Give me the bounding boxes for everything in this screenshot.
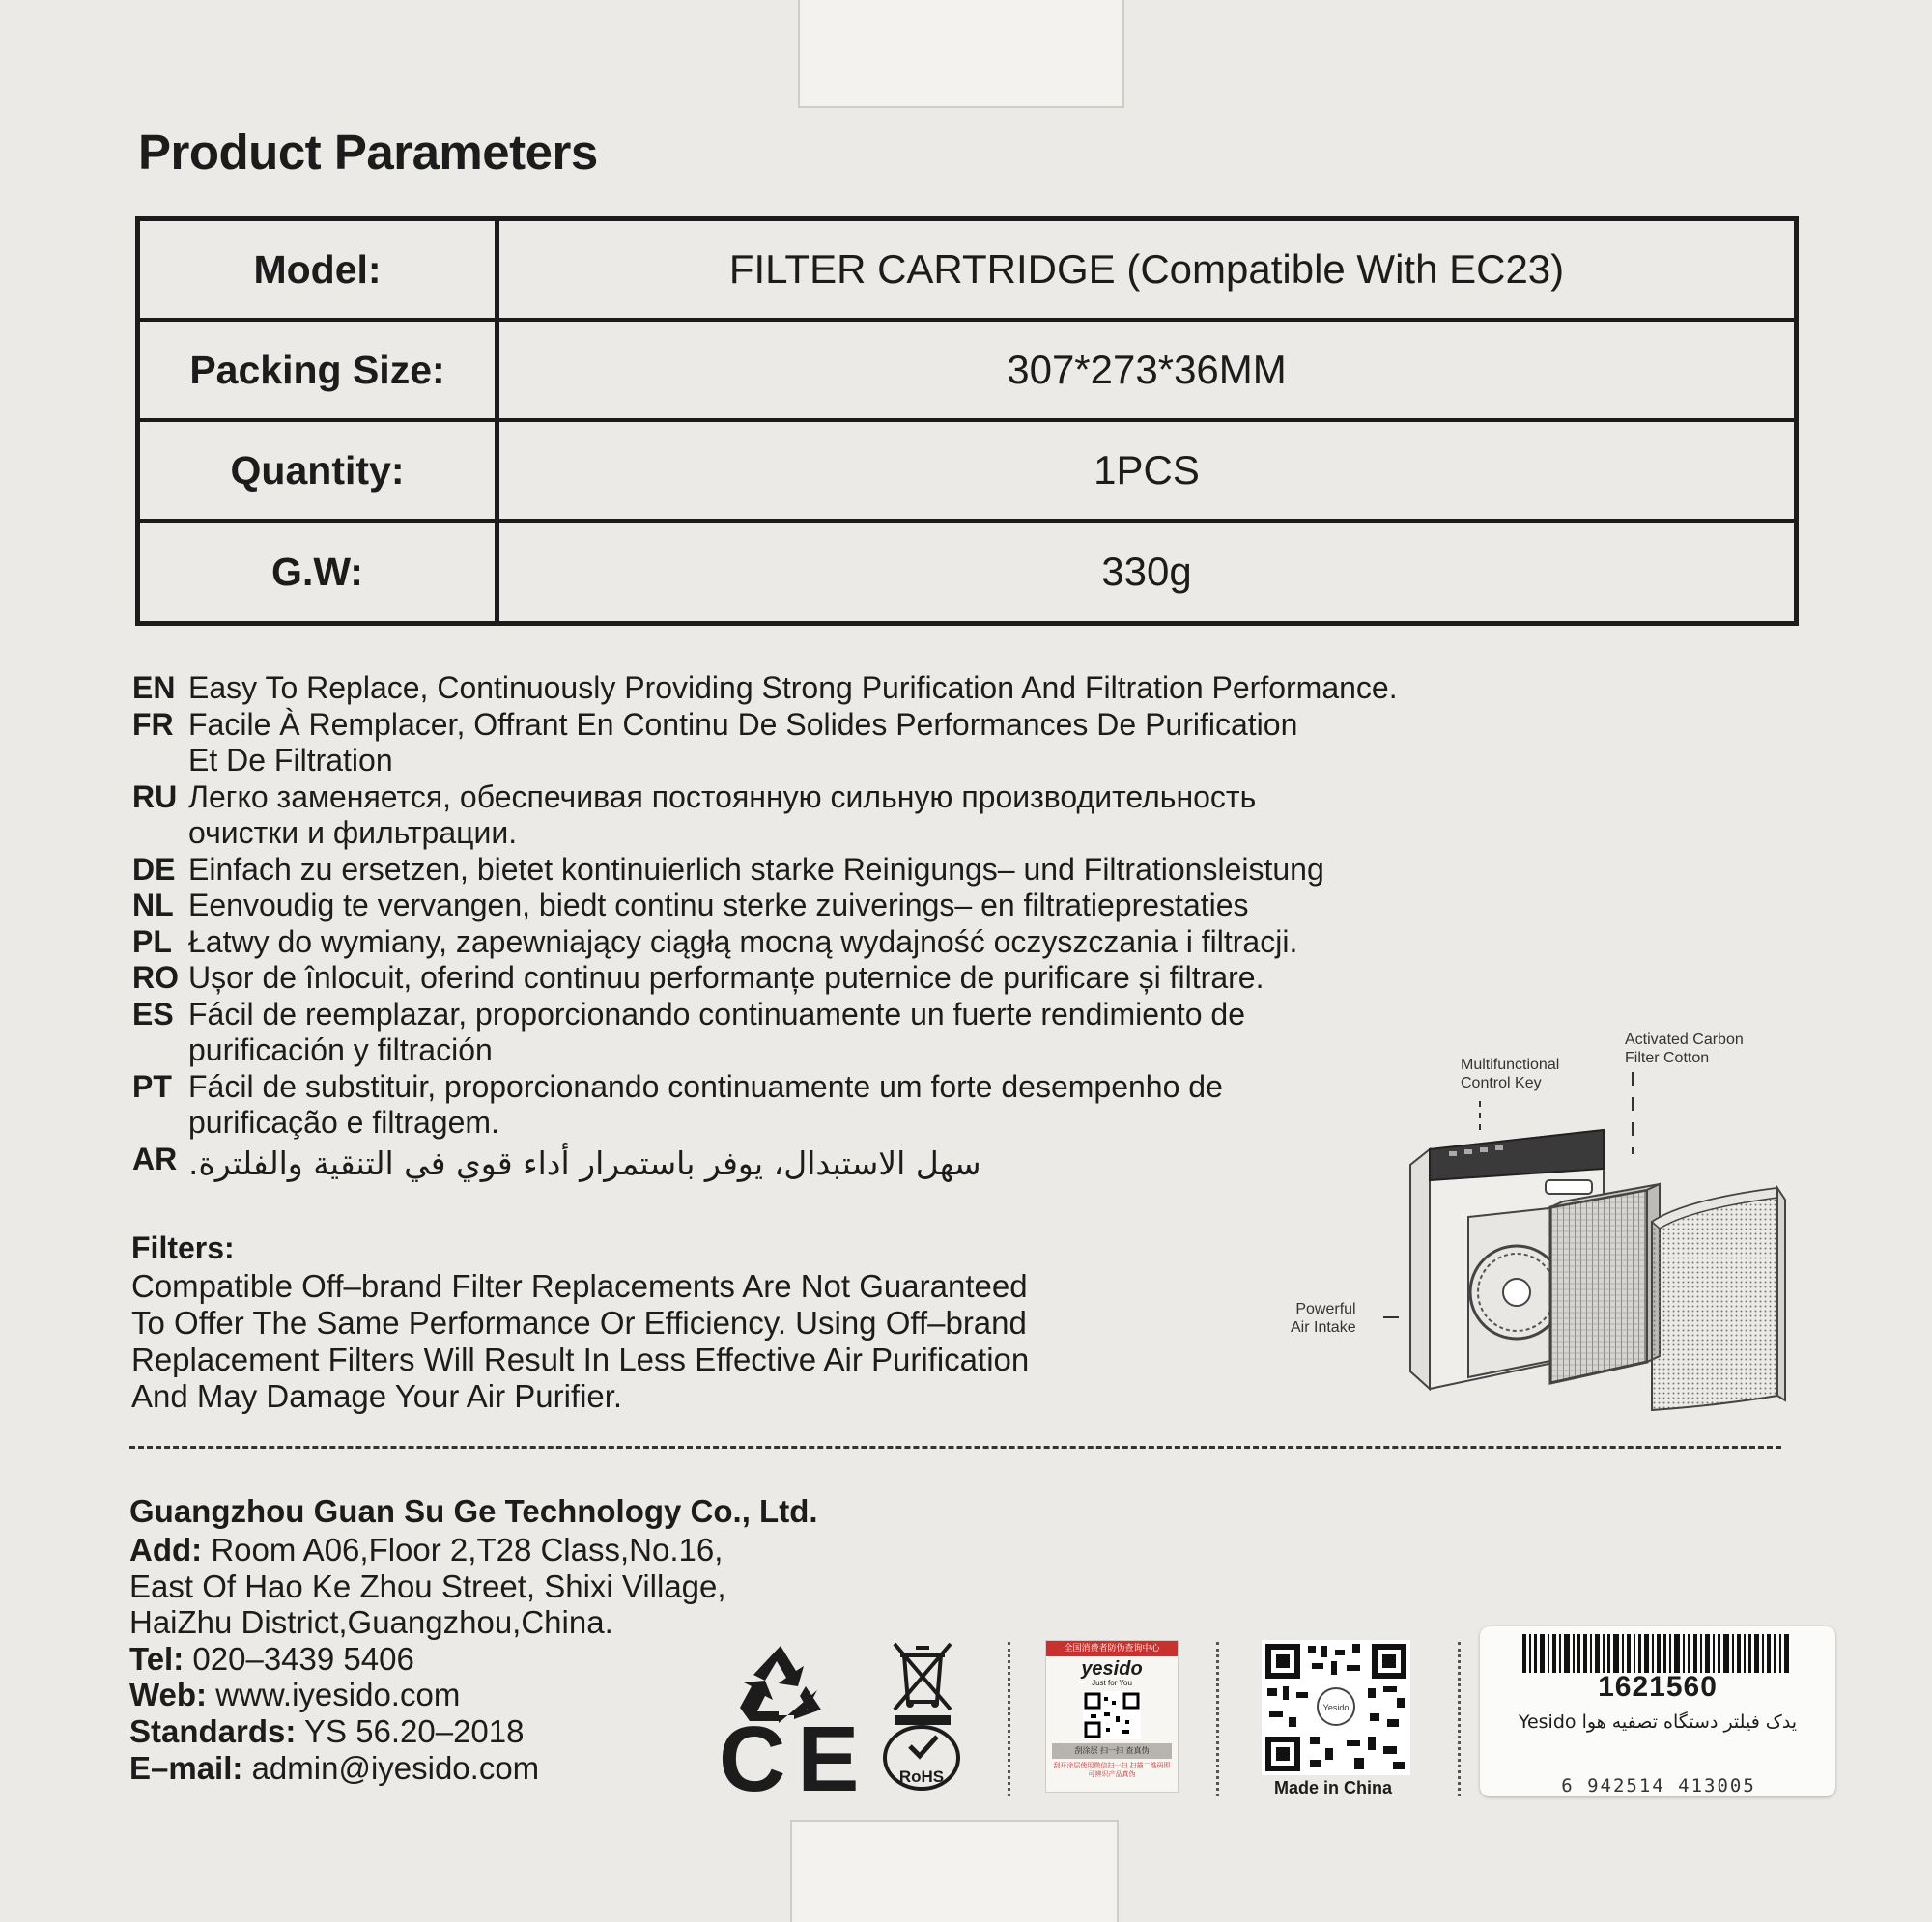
description-ru-cont [132,815,1620,852]
description-text: Einfach zu ersetzen, bietet kontinuierlich starke Reinigungs– und Filtrationsleistung [188,851,1324,887]
email-line [129,1750,726,1787]
gross-weight-label: G.W: [140,523,499,621]
company-contact [129,1532,726,1786]
model-value: FILTER CARTRIDGE (Compatible With EC23) [728,246,1565,292]
address-line: East Of Hao Ke Zhou Street, Shixi Village, [129,1568,726,1604]
box-flap-top [798,0,1124,108]
tel-label: Tel: [129,1640,185,1677]
qr-code-icon [1262,1640,1410,1775]
barcode-sticker [1480,1626,1835,1796]
language-code: PL [132,923,172,959]
page-title: Product Parameters [138,125,598,180]
ean-number: 6 942514 413005 [1561,1775,1756,1796]
quantity-label: Quantity: [140,422,499,519]
address-label: Add: [129,1532,203,1568]
description-en [132,670,1620,707]
ce-mark-icon: CE [719,1708,871,1811]
language-code: NL [132,888,174,922]
description-text: purificación y filtración [188,1032,493,1067]
description-text: Facile À Remplacer, Offrant En Continu De Solides Performances De Purification [188,706,1298,742]
description-ru [132,779,1620,816]
language-code: RO [132,960,179,995]
filters-notice [131,1268,1213,1415]
web-line [129,1677,726,1713]
web-label: Web: [129,1677,208,1713]
carbon-filter-label: Activated Carbon Filter Cotton [1625,1032,1744,1066]
description-fr [132,707,1620,744]
qr-code-icon [1083,1691,1141,1739]
dashed-divider [129,1446,1781,1449]
air-intake-label: Powerful Air Intake [1291,1301,1356,1336]
email-label: E–mail: [129,1749,243,1786]
table-row [140,221,1794,322]
description-text: Fácil de substituir, proporcionando continuamente um forte desempenho de [188,1068,1223,1104]
description-text: سهل الاستبدال، يوفر باستمرار أداء قوي في التنقية والفلترة. [188,1144,981,1182]
description-es-cont [132,1032,1620,1069]
standards-value: YS 56.20–2018 [303,1712,525,1749]
filters-notice-line: And May Damage Your Air Purifier. [131,1378,623,1414]
barcode-icon [1522,1634,1793,1673]
language-code: DE [132,851,176,887]
qr-logo: Yesido [1322,1703,1350,1712]
language-code: AR [132,1141,178,1176]
filters-notice-line: To Offer The Same Performance Or Efficiency. Using Off–brand [131,1305,1027,1341]
control-key-label: Multifunctional Control Key [1461,1057,1560,1091]
filters-notice-line: Compatible Off–brand Filter Replacements Are Not Guaranteed [131,1268,1028,1304]
made-in-china: Made in China [1273,1778,1392,1797]
language-code: FR [132,706,174,742]
description-text: Легко заменяется, обеспечивая постоянную сильную производительность [188,778,1257,814]
company-name: Guangzhou Guan Su Ge Technology Co., Ltd. [129,1493,818,1529]
table-row [140,422,1794,523]
address-line: HaiZhu District,Guangzhou,China. [129,1604,613,1641]
address-line: Add: Room A06,Floor 2,T28 Class,No.16, [129,1532,724,1568]
description-text: Ușor de înlocuit, oferind continuu performanțe puternice de purificare și filtrare. [188,960,1264,995]
description-text: Et De Filtration [188,743,393,777]
gross-weight-value: 330g [1101,549,1192,594]
sticker-number: 1621560 [1598,1671,1718,1703]
table-row [140,322,1794,422]
language-code: ES [132,996,174,1032]
rohs-label: RoHS [898,1767,945,1786]
tel-line [129,1641,726,1678]
box-flap-bottom [790,1820,1119,1922]
tel-value: 020–3439 5406 [192,1640,414,1677]
anti-counterfeit-label: 全国消费者防伪查询中心 yesido Just for You 刮涂层 扫一扫 查真伪 刮开涂层使用微信扫一扫 扫描二维码即可辨识产品真伪 [1045,1640,1179,1793]
parameters-table [135,216,1799,626]
description-ro [132,960,1620,997]
email-value: admin@iyesido.com [251,1749,540,1786]
brand-logo: yesido [1081,1658,1143,1680]
quantity-value: 1PCS [1094,447,1200,493]
table-row [140,523,1794,621]
description-de [132,852,1620,889]
filters-heading: Filters: [131,1230,235,1265]
description-nl [132,888,1620,924]
description-text: Easy To Replace, Continuously Providing Strong Purification And Filtration Performance. [188,670,1398,705]
model-label: Model: [140,221,499,318]
description-text: очистки и фильтрации. [188,815,518,850]
sticker-description: یدک فیلتر دستگاه تصفیه هوا Yesido [1518,1711,1798,1733]
packing-size-label: Packing Size: [140,322,499,418]
weee-bin-icon [889,1638,956,1727]
description-text: purificação e filtragem. [188,1105,499,1140]
language-code: EN [132,670,176,705]
packing-size-value: 307*273*36MM [1007,347,1287,392]
filters-notice-line: Replacement Filters Will Result In Less Effective Air Purification [131,1342,1030,1377]
separator [1008,1642,1010,1796]
web-value: www.iyesido.com [215,1677,461,1713]
description-fr-cont [132,743,1620,779]
standards-label: Standards: [129,1712,297,1749]
description-text: Eenvoudig te vervangen, biedt continu sterke zuiverings– en filtratieprestaties [188,888,1249,922]
air-purifier-diagram-icon [1372,1072,1797,1420]
language-code: RU [132,778,178,814]
separator [1216,1642,1219,1796]
description-text: Łatwy do wymiany, zapewniający ciągłą mocną wydajność oczyszczania i filtracji. [188,923,1298,959]
standards-line [129,1713,726,1750]
description-pl [132,924,1620,961]
separator [1458,1642,1461,1796]
description-text: Fácil de reemplazar, proporcionando continuamente un fuerte rendimiento de [188,996,1245,1032]
language-code: PT [132,1068,172,1104]
description-es [132,997,1620,1033]
